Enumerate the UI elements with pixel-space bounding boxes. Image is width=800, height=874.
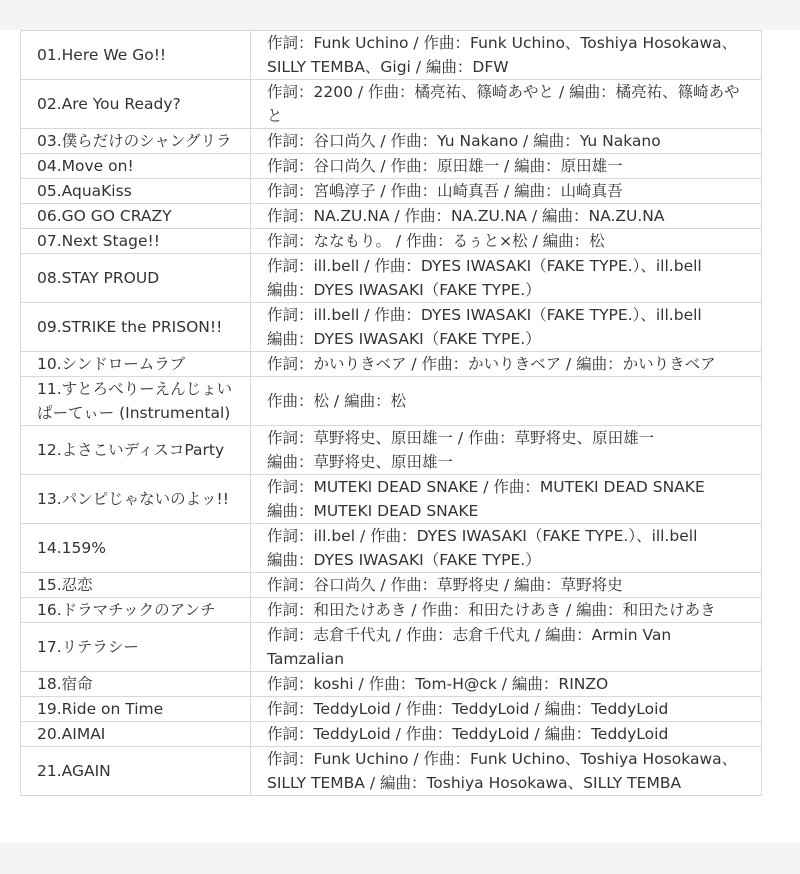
track-credits: 作詞：2200 / 作曲：橘亮祐、篠崎あやと / 編曲：橘亮祐、篠崎あやと (267, 83, 740, 125)
table-row (21, 722, 762, 747)
track-credits-cell (251, 377, 762, 426)
track-title-cell (21, 154, 251, 179)
table-row (21, 303, 762, 352)
table-row (21, 747, 762, 796)
table-row (21, 80, 762, 129)
track-title-cell (21, 352, 251, 377)
track-credits-table (20, 30, 762, 796)
track-credits: 作詞：草野将史、原田雄一 / 作曲：草野将史、原田雄一 編曲：草野将史、原田雄一 (267, 429, 655, 471)
track-credits-cell (251, 672, 762, 697)
track-credits-cell (251, 352, 762, 377)
track-title-cell (21, 747, 251, 796)
track-credits-cell (251, 598, 762, 623)
track-title: 15.忍恋 (37, 576, 93, 594)
track-credits-cell (251, 524, 762, 573)
table-row (21, 672, 762, 697)
track-credits: 作詞：宮嶋淳子 / 作曲：山崎真吾 / 編曲：山崎真吾 (267, 182, 623, 200)
table-row (21, 426, 762, 475)
bottom-band (0, 843, 800, 874)
track-title-cell (21, 426, 251, 475)
track-credits: 作詞：NA.ZU.NA / 作曲：NA.ZU.NA / 編曲：NA.ZU.NA (267, 207, 665, 225)
track-title-cell (21, 129, 251, 154)
track-credits: 作詞：ill.bel / 作曲：DYES IWASAKI（FAKE TYPE.）、ill.bell 編曲：DYES IWASAKI（FAKE TYPE.） (267, 527, 698, 569)
track-title: 21.AGAIN (37, 762, 111, 780)
table-row (21, 573, 762, 598)
track-title: 16.ドラマチックのアンチ (37, 601, 216, 619)
track-title: 13.パンピじゃないのよッ!! (37, 490, 229, 508)
track-title-cell (21, 722, 251, 747)
track-credits-cell (251, 623, 762, 672)
track-title-cell (21, 623, 251, 672)
top-band (0, 0, 800, 30)
track-credits: 作詞：ななもり。 / 作曲：るぅと×松 / 編曲：松 (267, 232, 605, 250)
track-title-cell (21, 204, 251, 229)
track-credits-cell (251, 154, 762, 179)
track-credits-cell (251, 179, 762, 204)
track-credits: 作詞：MUTEKI DEAD SNAKE / 作曲：MUTEKI DEAD SNAKE 編曲：MUTEKI DEAD SNAKE (267, 478, 705, 520)
track-credits-cell (251, 303, 762, 352)
track-credits-cell (251, 80, 762, 129)
track-credits-cell (251, 204, 762, 229)
track-credits: 作詞：ill.bell / 作曲：DYES IWASAKI（FAKE TYPE.）、ill.bell 編曲：DYES IWASAKI（FAKE TYPE.） (267, 257, 702, 299)
track-title-cell (21, 573, 251, 598)
track-title-cell (21, 229, 251, 254)
track-title: 14.159% (37, 539, 106, 557)
track-credits-cell (251, 573, 762, 598)
track-title-cell (21, 697, 251, 722)
track-title: 07.Next Stage!! (37, 232, 160, 250)
track-title: 01.Here We Go!! (37, 46, 167, 64)
track-credits-cell (251, 229, 762, 254)
track-title-cell (21, 179, 251, 204)
track-title-cell (21, 31, 251, 80)
track-rows (21, 31, 762, 796)
track-title-cell (21, 524, 251, 573)
table-row (21, 524, 762, 573)
track-title: 03.僕らだけのシャングリラ (37, 132, 232, 150)
track-title: 11.すとろべりーえんじょいぱーてぃー (Instrumental) (37, 380, 233, 422)
track-title-cell (21, 475, 251, 524)
track-credits: 作詞：ill.bell / 作曲：DYES IWASAKI（FAKE TYPE.）、ill.bell 編曲：DYES IWASAKI（FAKE TYPE.） (267, 306, 702, 348)
table-row (21, 352, 762, 377)
track-title: 10.シンドロームラブ (37, 355, 186, 373)
track-title: 19.Ride on Time (37, 700, 164, 718)
table-row (21, 254, 762, 303)
track-credits: 作詞：TeddyLoid / 作曲：TeddyLoid / 編曲：TeddyLoid (267, 725, 669, 743)
track-credits: 作詞：TeddyLoid / 作曲：TeddyLoid / 編曲：TeddyLoid (267, 700, 669, 718)
table-row (21, 475, 762, 524)
table-row (21, 154, 762, 179)
table-row (21, 31, 762, 80)
track-title: 18.宿命 (37, 675, 93, 693)
table-row (21, 623, 762, 672)
track-title: 05.AquaKiss (37, 182, 132, 200)
track-title-cell (21, 672, 251, 697)
track-title: 09.STRIKE the PRISON!! (37, 318, 223, 336)
track-credits-cell (251, 697, 762, 722)
track-credits: 作詞：志倉千代丸 / 作曲：志倉千代丸 / 編曲：Armin Van Tamzalian (267, 626, 672, 668)
track-credits-cell (251, 426, 762, 475)
track-title-cell (21, 254, 251, 303)
track-credits: 作詞：谷口尚久 / 作曲：原田雄一 / 編曲：原田雄一 (267, 157, 623, 175)
track-title-cell (21, 598, 251, 623)
track-title: 17.リテラシー (37, 638, 139, 656)
table-row (21, 377, 762, 426)
table-row (21, 179, 762, 204)
track-credits: 作詞：和田たけあき / 作曲：和田たけあき / 編曲：和田たけあき (267, 601, 716, 619)
track-credits: 作詞：かいりきベア / 作曲：かいりきベア / 編曲：かいりきベア (267, 355, 716, 373)
track-credits: 作詞：koshi / 作曲：Tom-H@ck / 編曲：RINZO (267, 675, 609, 693)
table-row (21, 129, 762, 154)
track-title: 04.Move on! (37, 157, 134, 175)
track-credits-cell (251, 722, 762, 747)
track-title: 08.STAY PROUD (37, 269, 160, 287)
track-title: 20.AIMAI (37, 725, 106, 743)
track-title: 12.よさこいディスコParty (37, 441, 225, 459)
table-row (21, 204, 762, 229)
track-credits-cell (251, 129, 762, 154)
track-credits-cell (251, 254, 762, 303)
track-credits: 作詞：谷口尚久 / 作曲：Yu Nakano / 編曲：Yu Nakano (267, 132, 661, 150)
track-credits-cell (251, 31, 762, 80)
table-row (21, 697, 762, 722)
track-title-cell (21, 377, 251, 426)
track-credits: 作詞：Funk Uchino / 作曲：Funk Uchino、Toshiya Hosokawa、SILLY TEMBA、Gigi / 編曲：DFW (267, 34, 738, 76)
track-credits: 作曲：松 / 編曲：松 (267, 392, 407, 410)
track-credits: 作詞：谷口尚久 / 作曲：草野将史 / 編曲：草野将史 (267, 576, 623, 594)
track-credits-cell (251, 475, 762, 524)
track-title-cell (21, 303, 251, 352)
table-row (21, 229, 762, 254)
table-row (21, 598, 762, 623)
track-title-cell (21, 80, 251, 129)
track-title: 06.GO GO CRAZY (37, 207, 172, 225)
track-title: 02.Are You Ready? (37, 95, 181, 113)
track-credits: 作詞：Funk Uchino / 作曲：Funk Uchino、Toshiya Hosokawa、SILLY TEMBA / 編曲：Toshiya Hosokawa、SILLY TEMBA (267, 750, 738, 792)
track-credits-cell (251, 747, 762, 796)
